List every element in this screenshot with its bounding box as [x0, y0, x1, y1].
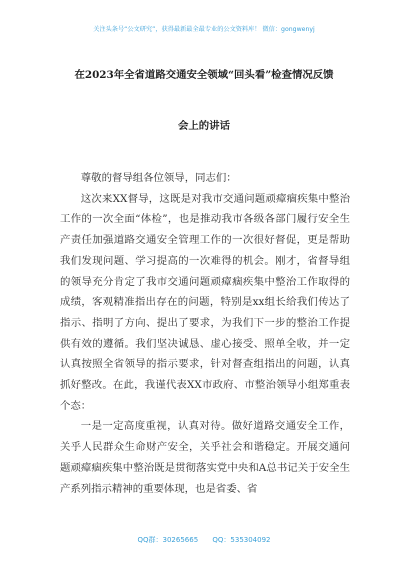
footer-qq-group: QQ群：30265665	[137, 536, 199, 544]
paragraph-2: 一是一定高度重视，认真对待。做好道路交通安全工作，关乎人民群众生命财产安全，关乎社会和谐稳定。开展交通问题顽瘴痼疾集中整治既是贯彻落实党中央和A总书记关于安全生产系列指示精神的重要体现，也是省委、省	[60, 420, 350, 495]
salutation: 尊敬的督导组各位领导，同志们：	[80, 172, 237, 184]
document-title-line1: 在2023年全省道路交通安全领域“回头看”检查情况反馈	[74, 69, 334, 81]
paragraph-1: 这次来XX督导，这既是对我市交通问题顽瘴痼疾集中整治工作的一次全面“体检”，也是推动我市各级各部门履行安全生产责任加强道路交通安全管理工作的一次很好督促，更是帮助我们发现问题、学习提高的一次难得的机会。刚才，省督导组的领导充分肯定了我市交通问题顽瘴痼疾集中整治工作取得的成绩，客观精准指出存在的问题，特别是xx组长给我们传达了指示、指明了方向、提出了要求，为我们下一步的整治工作提供有效的遵循。我们坚决诚恳、虚心接受、照单全收，并一定认真按照全省领导的指示要求，针对督查组指出的问题，认真抓好整改。在此，我谨代表XX市政府、市整治领导小组郑重表个态：	[60, 192, 350, 412]
footer-contact	[0, 535, 408, 545]
document-body	[60, 168, 350, 499]
document-title-line2: 会上的讲话	[178, 120, 230, 132]
promo-banner: 关注头条号“公文研究”，获得最新最全最专业的公文资料库！ 微信：gongwenyj	[93, 26, 315, 33]
footer-qq: QQ：535304092	[212, 536, 271, 544]
